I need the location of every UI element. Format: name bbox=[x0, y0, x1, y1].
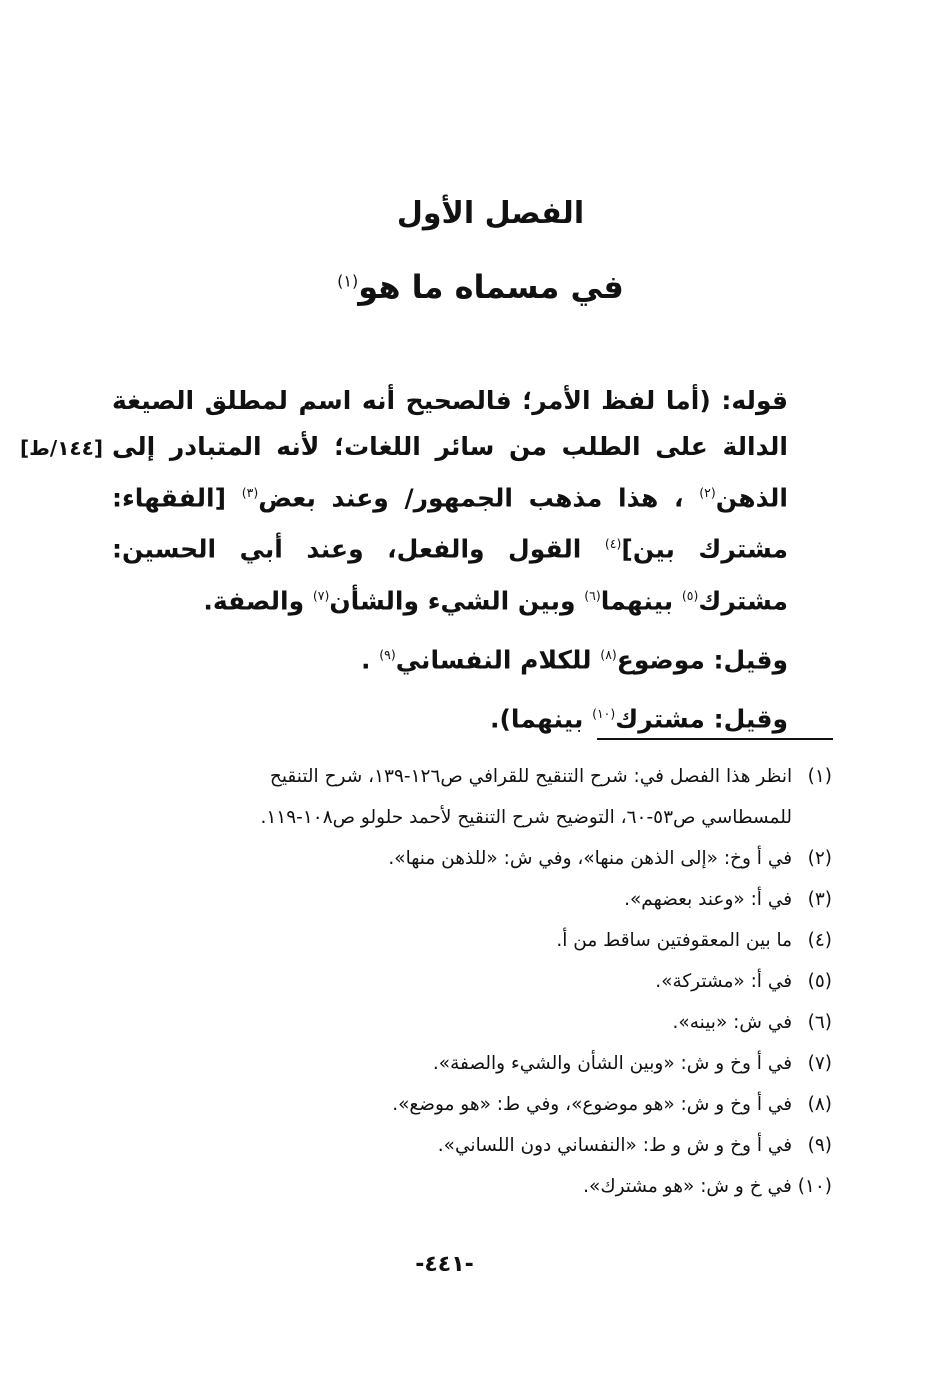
footnote-number: (١) bbox=[807, 766, 832, 787]
text-segment: . bbox=[361, 645, 371, 675]
footnote bbox=[140, 920, 832, 961]
paragraph bbox=[112, 691, 832, 742]
footnote-text: في ش: «بينه». bbox=[672, 1012, 793, 1033]
footnote-ref: (١٠) bbox=[592, 706, 616, 722]
footnote-ref: (٦) bbox=[584, 587, 601, 603]
text-segment: وبين الشيء والشأن bbox=[329, 585, 576, 615]
footnote bbox=[140, 1084, 832, 1125]
text-segment: [الفقهاء: مشترك بين] bbox=[112, 483, 788, 564]
footnotes bbox=[140, 756, 832, 1207]
footnote bbox=[140, 1002, 832, 1043]
footnote-number: (٧) bbox=[807, 1053, 832, 1074]
footnote bbox=[140, 1125, 832, 1166]
footnote-text: في أ: «مشتركة». bbox=[655, 971, 793, 992]
footnote bbox=[140, 961, 832, 1002]
chapter-title: الفصل الأول bbox=[396, 196, 585, 231]
footnote-ref: (١) bbox=[337, 271, 359, 291]
footnote-text: في خ و ش: «هو مشترك». bbox=[583, 1176, 792, 1197]
footnote-text: ما بين المعقوفتين ساقط من أ. bbox=[556, 930, 793, 951]
paragraph bbox=[112, 378, 832, 624]
text-segment: للكلام النفساني bbox=[395, 645, 592, 675]
footnote-ref: (٩) bbox=[379, 646, 396, 662]
footnote-ref: (٣) bbox=[241, 485, 259, 500]
footnote-text: في أ وخ و ش: «هو موضوع»، وفي ط: «هو موضع». bbox=[392, 1094, 793, 1115]
text-segment: والصفة. bbox=[203, 585, 305, 615]
page-number: -٤٤١- bbox=[415, 1252, 474, 1277]
footnote-number: (١٠) bbox=[797, 1176, 832, 1197]
text-segment: ، هذا مذهب الجمهور/ وعند بعض bbox=[258, 483, 684, 513]
footnote-ref: (٤) bbox=[604, 536, 622, 552]
footnote-ref: (٨) bbox=[600, 646, 617, 662]
chapter-subtitle-text: في مسماه ما هو bbox=[358, 268, 624, 306]
footnote bbox=[140, 838, 832, 879]
footnote-number: (٩) bbox=[807, 1135, 832, 1156]
footnote-number: (٢) bbox=[807, 848, 832, 869]
footnote-text-continued: للمسطاسي ص٥٣-٦٠، التوضيح شرح التنقيح لأحمد حلولو ص١٠٨-١١٩. bbox=[260, 807, 792, 828]
text-segment: القول والفعل، وعند أبي الحسين: مشترك bbox=[112, 534, 788, 615]
footnote-text: انظر هذا الفصل في: شرح التنقيح للقرافي ص١٢٦-١٣٩، شرح التنقيح bbox=[269, 766, 793, 787]
footnote-text: في أ: «وعند بعضهم». bbox=[624, 889, 793, 910]
footnote-text: في أ وخ: «إلى الذهن منها»، وفي ش: «للذهن منها». bbox=[388, 848, 793, 869]
footnote-number: (٥) bbox=[807, 971, 832, 992]
footnote-number: (٦) bbox=[807, 1012, 832, 1033]
footnote-text: في أ وخ و ش: «وبين الشأن والشيء والصفة». bbox=[432, 1053, 793, 1074]
footnote-separator bbox=[597, 738, 833, 740]
paragraph bbox=[112, 632, 832, 683]
text-segment: بينهما). bbox=[489, 704, 584, 734]
footnote-ref: (٧) bbox=[312, 587, 330, 603]
footnote bbox=[140, 756, 832, 838]
manuscript-page-marker: [١٤٤/ط] bbox=[20, 436, 103, 460]
text-segment: وقيل: مشترك bbox=[615, 704, 788, 734]
footnote-text: في أ وخ و ش و ط: «النفساني دون اللساني». bbox=[437, 1135, 793, 1156]
footnote-number: (٣) bbox=[807, 889, 832, 910]
footnote-ref: (٢) bbox=[699, 485, 716, 500]
footnote-number: (٨) bbox=[807, 1094, 832, 1115]
footnote bbox=[140, 879, 832, 920]
text-segment: بينهما bbox=[600, 585, 674, 615]
footnote-number: (٤) bbox=[807, 930, 832, 951]
footnote bbox=[140, 1043, 832, 1084]
text-segment: قوله: (أما لفظ الأمر؛ فالصحيح أنه اسم لمطلق الصيغة الدالة على الطلب من سائر اللغات؛ لأنه المتبادر إلى الذهن bbox=[112, 386, 788, 513]
footnote-ref: (٥) bbox=[681, 587, 699, 603]
footnote bbox=[140, 1166, 832, 1207]
chapter-subtitle bbox=[0, 268, 941, 306]
text-segment: وقيل: موضوع bbox=[616, 645, 788, 675]
main-text bbox=[112, 378, 832, 743]
